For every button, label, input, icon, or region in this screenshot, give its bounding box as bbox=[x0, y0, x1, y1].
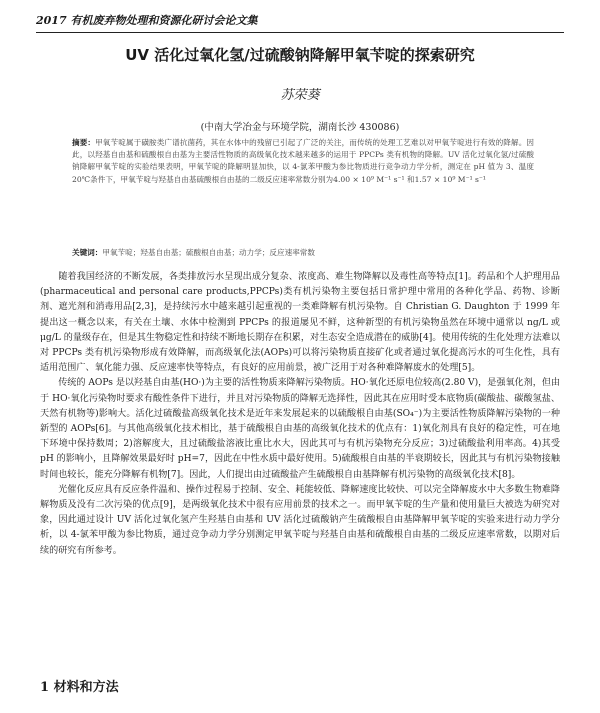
keywords-label: 关键词： bbox=[72, 248, 103, 257]
body-text bbox=[40, 270, 560, 559]
running-header: 2017 有机废弃物处理和资源化研讨会论文集 bbox=[36, 12, 564, 33]
paper-title: UV 活化过氧化氢/过硫酸钠降解甲氧苄啶的探索研究 bbox=[125, 46, 475, 64]
abstract bbox=[72, 137, 534, 186]
paragraph: 光催化反应具有反应条件温和、操作过程易于控制、安全、耗能较低、降解速度比较快、可以完全降解废水中大多数生物难降解物质及没有二次污染的优点[9]，是两级氧化技术中很有应用前景的技术之一。而甲氧苄啶的生产量和使用量巨大被选为研究对象，因此通过设计 UV 活化过氧化氢产生羟基自由基和 UV 活化过硫酸钠产生硫酸根自由基降解甲氧苄啶的实验来进行动力学分析，以 4-氯苯甲酸为参比物质，通过竞争动力学分别测定甲氧苄啶与羟基自由基和硫酸根自由基的二级反应速率常数，以期对后续的研究有所参考。 bbox=[40, 484, 560, 556]
abstract-label: 摘要： bbox=[72, 138, 96, 147]
author-affiliation: (中南大学冶金与环境学院，湖南长沙 430086) bbox=[200, 122, 400, 133]
author-name: 苏荣葵 bbox=[280, 88, 320, 103]
paragraph: 传统的 AOPs 是以羟基自由基(HO·)为主要的活性物质来降解污染物质。HO·氧化还原电位较高(2.80 V)，是强氧化剂，但由于 HO·氧化污染物时要求有酸性条件下进行，并且对污染物质的降解无选择性，因此其在应用时受本底物质(碳酸盐、碳酸氢盐、天然有机物等)影响大。活化过硫酸盐高级氧化技术是近年来发展起来的以硫酸根自由基(SO₄⁻)为主要活性物质降解污染物的一种新型的 AOPs[6]。与其他高级氧化技术相比，基于硫酸根自由基的高级氧化技术的优点有：1)氧化剂具有良好的稳定性，可在地下环境中保持数周；2)溶解度大，且过硫酸盐溶液比重比水大，因此其可与有机污染物充分反应；3)过硫酸盐利用率高。4)其受 pH 的影响小，且降解效果最好时 pH=7，因此在中性水质中最好使用。5)硫酸根自由基的半衰期较长，因此其与有机污染物接触时间也较长，能充分降解有机物[7]。因此，人们提出由过硫酸盐产生硫酸根自由基降解有机污染物的高级氧化技术[8]。 bbox=[40, 378, 561, 480]
section-heading: 1 材料和方法 bbox=[40, 680, 119, 695]
paragraph: 随着我国经济的不断发展，各类排放污水呈现出成分复杂、浓度高、难生物降解以及毒性高等特点[1]。药品和个人护理用品(pharmaceutical and personal care products,PPCPs)类有机污染物主要包括日常护理中常用的各种化学品、药物、诊断剂、遮光剂和消毒用品[2,3]，是持续污水中越来越引起重视的一类难降解有机污染物。自 Christian G. Daughton 于 1999 年提出这一概念以来，有关在土壤、水体中检测到 PPCPs 的报道屡见不鲜，这种新型的有机污染物虽然在环境中通常以 ng/L 或 μg/L 的量级存在，但是其生物稳定性和持续不断地长期存在积累，对生态安全造成潜在的威胁[4]。使用传统的生化处理方法难以对 PPCPs 类有机污染物形成有效降解，而高级氧化法(AOPs)可以将污染物质直接矿化或者通过氧化提高污水的可生化性，具有适用范围广、氧化能力强、反应速率快等特点，有良好的应用前景，被广泛用于对各种难降解废水的处理[5]。 bbox=[40, 272, 560, 374]
keywords bbox=[72, 247, 534, 259]
abstract-text: 甲氧苄啶属于磺胺类广谱抗菌药，其在水体中的残留已引起了广泛的关注，而传统的处理工艺难以对甲氧苄啶进行有效的降解。因此，以羟基自由基和硫酸根自由基为主要活性物质的高级氧化技术越来越多的运用于 PPCPs 类有机物的降解。UV 活化过氧化氢/过硫酸钠降解甲氧苄啶的实验结果表明，甲氧苄啶的降解明显加快，以 4-氯苯甲酸为参比物质进行竞争动力学分析，测定在 pH 值为 3、温度 20℃条件下，甲氧苄啶与羟基自由基硫酸根自由基的二级反应速率常数分别为4.00 × 10⁹ M⁻¹ s⁻¹ 和1.57 × 10⁹ M⁻¹ s⁻¹ bbox=[72, 138, 534, 184]
keywords-text: 甲氧苄啶；羟基自由基；硫酸根自由基；动力学；反应速率常数 bbox=[102, 248, 315, 257]
